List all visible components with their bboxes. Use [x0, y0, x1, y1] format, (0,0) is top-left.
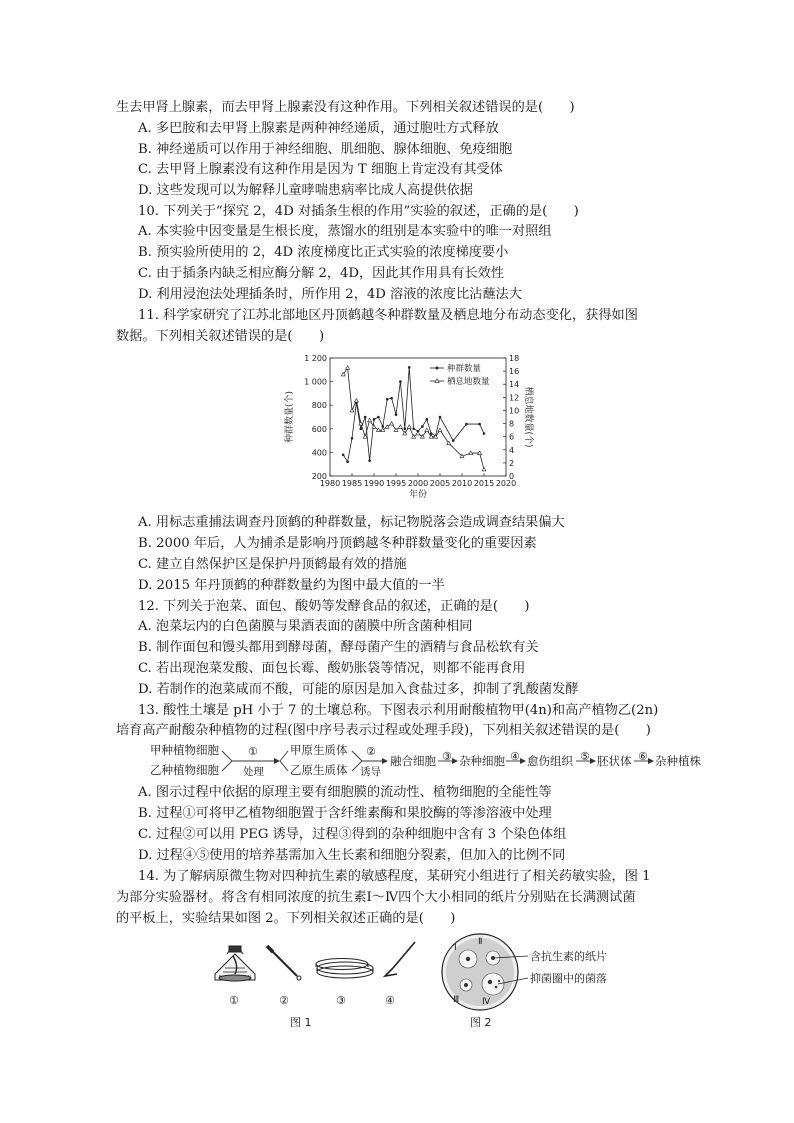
disc-label-4: Ⅳ [482, 997, 491, 1007]
y2-tick-label: 4 [509, 445, 515, 455]
q11-option-c: C. 建立自然保护区是保护丹顶鹤最有效的措施 [138, 557, 407, 572]
q9-option-b: B. 神经递质可以作用于神经细胞、肌细胞、腺体细胞、免疫细胞 [138, 142, 513, 157]
y2-tick-label: 18 [509, 354, 520, 363]
q10-option-a: A. 本实验中因变量是生根长度，蒸馏水的组别是本实验中的唯一对照组 [138, 224, 552, 239]
population-point [404, 428, 407, 431]
flow-cell-b: 乙种植物细胞 [150, 763, 219, 777]
habitat-point [438, 428, 442, 432]
fig1-label-3: ③ [336, 994, 346, 1007]
q9-option-a: A. 多巴胺和去甲肾上腺素是两种神经递质，通过胞吐方式释放 [138, 121, 499, 136]
y-tick-label: 400 [311, 448, 327, 458]
population-point [364, 416, 367, 419]
y-tick-label: 1 200 [304, 354, 327, 363]
habitat-point [398, 425, 402, 429]
flow-embryoid: 胚状体 [597, 754, 632, 768]
flow-step2: ② [366, 745, 376, 758]
q11-option-a: A. 用标志重捕法调查丹顶鹤的种群数量，标记物脱落会造成调查结果偏大 [138, 515, 565, 530]
flow-arrowhead-1 [274, 758, 280, 764]
q12-option-c: C. 若出现泡菜发酸、面包长霉、酸奶胀袋等情况，则都不能再食用 [138, 661, 526, 676]
flow-step5: ⑤ [580, 750, 590, 763]
q13-option-c: C. 过程②可以用 PEG 诱导，过程③得到的杂种细胞中含有 3 个染色体组 [138, 827, 567, 842]
flow-proto-b: 乙原生质体 [290, 763, 348, 777]
figure-2-plate [438, 932, 668, 1032]
q14-stem-line3: 的平板上，实验结果如图 2。下列相关叙述正确的是( ) [116, 911, 456, 926]
population-point [360, 428, 363, 431]
population-point [426, 418, 429, 421]
q12-stem: 12. 下列关于泡菜、面包、酸奶等发酵食品的叙述，正确的是( ) [138, 599, 530, 614]
population-point [412, 428, 415, 431]
fig1-label-1: ① [229, 994, 239, 1007]
disc-4 [482, 973, 504, 995]
q11-option-d: D. 2015 年丹顶鹤的种群数量约为图中最大值的一半 [138, 578, 445, 593]
legend-label-population: 种群数量 [447, 364, 482, 374]
population-point [377, 416, 380, 419]
y2-tick-label: 6 [509, 432, 515, 442]
q9-stem-continued: 生去甲肾上腺素，而去甲肾上腺素没有这种作用。下列相关叙述错误的是( ) [116, 100, 575, 115]
disc-label-1: Ⅰ [454, 943, 457, 953]
population-point [390, 397, 393, 400]
population-point [368, 459, 371, 462]
population-point [483, 432, 486, 435]
alcohol-lamp-icon [215, 946, 255, 981]
flow-callus: 愈伤组织 [527, 754, 573, 768]
label-colony-in-zone: 抑菌圈中的菌落 [530, 972, 607, 985]
population-point [408, 366, 411, 369]
y2-tick-label: 14 [509, 380, 520, 390]
fig1-label-2: ② [279, 994, 289, 1007]
colony-dot [495, 986, 498, 989]
flow-cell-a: 甲种植物细胞 [150, 743, 219, 757]
petri-dish-icon [316, 959, 373, 979]
population-point [452, 439, 455, 442]
x-tick-label: 2020 [495, 479, 517, 488]
y2-tick-label: 0 [509, 472, 515, 481]
q11-stem-line2: 数据。下列相关叙述错误的是( ) [116, 329, 325, 344]
x-tick-label: 1980 [319, 479, 341, 488]
y2-tick-label: 2 [509, 458, 515, 468]
flow-step3: ③ [442, 750, 452, 763]
q13-option-d: D. 过程④⑤使用的培养基需加入生长素和细胞分裂素，但加入的比例不同 [138, 848, 566, 863]
q11-stem-line1: 11. 科学家研究了江苏北部地区丹顶鹤越冬种群数量及栖息地分布动态变化，获得如图 [138, 308, 638, 323]
q9-option-d: D. 这些发现可以为解释儿童哮喘患病率比成人高提供依据 [138, 183, 473, 198]
habitat-point [354, 399, 358, 403]
habitat-point [482, 467, 486, 471]
habitat-point [407, 425, 411, 429]
q10-option-c: C. 由于插条内缺乏相应酶分解 2，4D，因此其作用具有长效性 [138, 266, 505, 281]
inoculating-needle-icon [267, 946, 301, 980]
x-tick-label: 2005 [429, 479, 451, 488]
q13-option-a: A. 图示过程中依据的原理主要有细胞膜的流动性、植物细胞的全能性等 [138, 785, 552, 800]
flow-step4: ④ [510, 750, 520, 763]
flow-step2-label: 诱导 [360, 766, 381, 778]
y-tick-label: 200 [311, 472, 327, 481]
flow-step1-label: 处理 [243, 766, 264, 778]
fig1-label-4: ④ [385, 994, 395, 1007]
q10-option-b: B. 预实验所使用的 2，4D 浓度梯度比正式实验的浓度梯度要小 [138, 245, 509, 260]
y-tick-label: 1 000 [304, 377, 327, 387]
flow-split-bracket [280, 751, 288, 771]
hybridization-flow-diagram [148, 741, 708, 781]
population-point [395, 413, 398, 416]
legend-label-habitat: 栖息地数量 [447, 377, 490, 387]
q13-stem-line1: 13. 酸性土壤是 pH 小于 7 的土壤总称。下图表示利用耐酸植物甲(4n)和高产植物乙(2n) [138, 703, 659, 718]
q13-option-b: B. 过程①可将甲乙植物细胞置于含纤维素酶和果胶酶的等渗溶液中处理 [138, 806, 552, 821]
q10-stem: 10. 下列关于“探究 2，4D 对插条生根的作用”实验的叙述，正确的是( ) [138, 204, 579, 219]
x-tick-label: 2000 [407, 479, 429, 488]
y2-axis-label: 栖息地数量(个) [523, 386, 533, 448]
flow-plant: 杂种植株 [655, 754, 701, 768]
y-axis-label: 种群数量(个) [285, 390, 295, 444]
habitat-point [416, 431, 420, 435]
x-tick-label: 2010 [451, 479, 473, 488]
q14-stem-line1: 14. 为了解病原微生物对四种抗生素的敏感程度，某研究小组进行了相关药敏实验，图 1 [138, 869, 651, 884]
population-point [465, 423, 468, 426]
population-point [342, 453, 345, 456]
population-point [421, 425, 424, 428]
crane-population-chart [280, 348, 533, 508]
q9-option-c: C. 去甲肾上腺素没有这种作用是因为 T 细胞上肯定没有其受体 [138, 162, 503, 177]
q14-stem-line2: 为部分实验器材。将含有相同浓度的抗生素Ⅰ～Ⅳ四个大小相同的纸片分别贴在长满测试菌 [116, 890, 636, 905]
population-point [399, 380, 402, 383]
plot-frame [330, 358, 506, 476]
spreader-icon [385, 942, 415, 976]
y2-tick-label: 10 [509, 406, 520, 416]
q12-option-d: D. 若制作的泡菜咸而不酸，可能的原因是加入食盐过多，抑制了乳酸菌发酵 [138, 682, 579, 697]
flow-proto-a: 甲原生质体 [290, 743, 348, 757]
habitat-point [363, 435, 367, 439]
x-tick-label: 1985 [341, 479, 363, 488]
y-tick-label: 600 [311, 424, 327, 434]
flow-fused: 融合细胞 [390, 754, 436, 768]
q11-option-b: B. 2000 年后，人为捕杀是影响丹顶鹤越冬种群数量变化的重要因素 [138, 536, 537, 551]
x-axis-label: 年份 [408, 490, 428, 500]
y2-tick-label: 12 [509, 393, 520, 403]
flow-arrowhead-2 [382, 758, 388, 764]
population-point [351, 437, 354, 440]
flow-merge-bracket-1 [222, 751, 232, 771]
population-point [382, 425, 385, 428]
label-antibiotic-disc: 含抗生素的纸片 [530, 950, 607, 963]
y2-tick-label: 8 [509, 419, 515, 429]
y2-tick-label: 16 [509, 367, 520, 377]
flow-hybrid: 杂种细胞 [459, 754, 505, 768]
y-tick-label: 800 [311, 401, 327, 411]
x-tick-label: 1995 [385, 479, 407, 488]
population-point [386, 398, 389, 401]
disc-label-2: Ⅱ [478, 937, 483, 947]
fig1-caption: 图 1 [290, 1016, 312, 1029]
habitat-point [368, 418, 372, 422]
x-tick-label: 1990 [363, 479, 385, 488]
habitat-point [346, 366, 350, 370]
q10-option-d: D. 利用浸泡法处理插条时，所作用 2，4D 溶液的浓度比沾蘸法大 [138, 287, 522, 302]
population-point [439, 416, 442, 419]
figure-1-equipment [205, 932, 420, 1032]
legend-marker-population [436, 367, 439, 370]
flow-step1: ① [248, 745, 258, 758]
habitat-point [425, 428, 429, 432]
q13-stem-line2: 培育高产耐酸杂种植物的过程(图中序号表示过程或处理手段)，下列相关叙述错误的是( ) [116, 723, 651, 738]
population-point [373, 418, 376, 421]
q12-option-b: B. 制作面包和馒头都用到酵母菌，酵母菌产生的酒精与食品松软有关 [138, 640, 539, 655]
q12-option-a: A. 泡菜坛内的白色菌膜与果酒表面的菌膜中所含菌种相同 [138, 619, 473, 634]
disc-label-3: Ⅲ [453, 995, 460, 1005]
habitat-point [350, 408, 354, 412]
population-point [346, 461, 349, 464]
colony-dot [498, 980, 500, 982]
fig2-caption: 图 2 [470, 1016, 492, 1029]
habitat-point [390, 422, 394, 426]
x-tick-label: 2015 [473, 479, 495, 488]
population-point [478, 423, 481, 426]
flow-step6: ⑥ [638, 750, 648, 763]
